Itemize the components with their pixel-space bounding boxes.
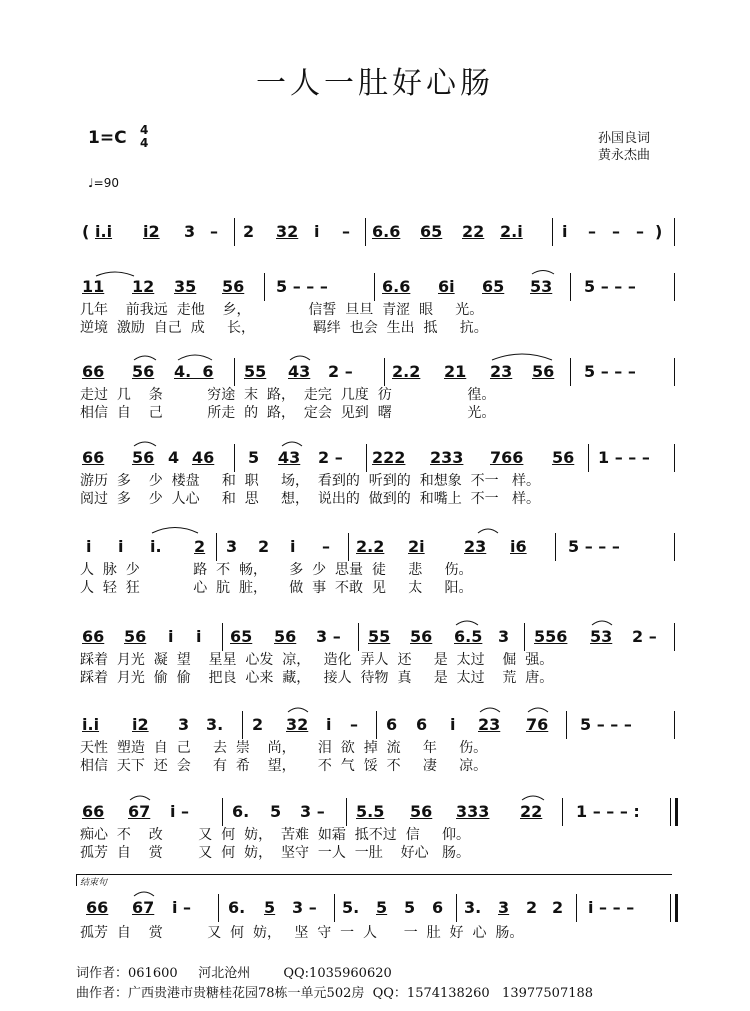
note-group: 43: [288, 362, 311, 381]
barline: [524, 623, 525, 651]
note-group: 2i: [408, 537, 425, 556]
intro-note: i: [562, 222, 568, 241]
note-group: 23: [478, 715, 501, 734]
intro-note: –: [210, 222, 218, 241]
note-group: i: [196, 627, 202, 646]
notes-line: [0, 277, 750, 301]
barline: [334, 894, 335, 922]
ending-label: 结束句: [80, 878, 108, 888]
barline: [242, 711, 243, 739]
note-group: 4: [168, 448, 180, 467]
barline: [674, 711, 675, 739]
barline: [384, 358, 385, 386]
barline: [570, 358, 571, 386]
intro-note: 6.6: [372, 222, 401, 241]
note-group: 4. 6: [174, 362, 214, 381]
intro-note: –: [588, 222, 596, 241]
lyric-verse-1: 天性 塑造 自 己 去 崇 尚， 泪 欲 掉 流 年 伤。: [80, 740, 488, 756]
barline: [234, 218, 235, 246]
note-group: 5 – – –: [584, 277, 636, 296]
note-group: 5: [376, 898, 388, 917]
note-group: 5 – – –: [568, 537, 620, 556]
composer-contact: 曲作者：广西贵港市贵糖桂花园78栋一单元502房 QQ：1574138260 13977507188: [76, 986, 594, 1001]
note-group: i – – –: [588, 898, 635, 917]
barline: [366, 444, 367, 472]
note-group: 2: [258, 537, 270, 556]
note-group: 6.6: [382, 277, 411, 296]
barline: [674, 273, 675, 301]
note-group: 3 –: [300, 802, 325, 821]
lyric-verse-2: 踩着 月光 偷 偷 把良 心来 藏， 接人 待物 真 是 太过 荒 唐。: [80, 670, 554, 686]
note-group: 2: [252, 715, 264, 734]
note-group: 5 – – –: [276, 277, 328, 296]
barline: [358, 623, 359, 651]
meter-bottom: 4: [140, 136, 149, 150]
note-group: 2 –: [632, 627, 657, 646]
note-group: 556: [534, 627, 568, 646]
note-group: 5 – – –: [584, 362, 636, 381]
intro-notes: [0, 222, 750, 246]
intro-note: (: [82, 222, 90, 241]
song-title: 一人一肚好心肠: [256, 66, 494, 101]
intro-note: i.i: [95, 222, 113, 241]
notes-line: [0, 627, 750, 651]
note-group: i.: [150, 537, 162, 556]
note-group: i: [450, 715, 456, 734]
note-group: 3 –: [292, 898, 317, 917]
tempo-marking: ♩=90: [88, 176, 119, 190]
note-group: 5: [248, 448, 260, 467]
notes-line: [0, 802, 750, 826]
notes-line: [0, 362, 750, 386]
barline: [588, 444, 589, 472]
lyric-verse-2: 相信 天下 还 会 有 希 望， 不 气 馁 不 凄 凉。: [80, 758, 488, 774]
note-group: 5 – – –: [580, 715, 632, 734]
notes-line: [0, 537, 750, 561]
note-group: 6: [432, 898, 444, 917]
ending-bracket-tick: [76, 874, 77, 886]
lyricist-contact: 词作者：061600 河北沧州 QQ:1035960620: [76, 966, 392, 981]
barline: [456, 894, 457, 922]
note-group: 22: [520, 802, 543, 821]
note-group: 5: [264, 898, 276, 917]
barline: [576, 894, 577, 922]
note-group: 56: [124, 627, 147, 646]
intro-note: –: [636, 222, 644, 241]
note-group: –: [350, 715, 358, 734]
barline: [234, 358, 235, 386]
note-group: 5.5: [356, 802, 385, 821]
note-group: 66: [82, 448, 105, 467]
lyric-verse-2: 阅过 多 少 人心 和 思 想， 说出的 做到的 和嘴上 不一 样。: [80, 491, 540, 507]
note-group: 233: [430, 448, 464, 467]
note-group: 766: [490, 448, 524, 467]
note-group: 67: [132, 898, 155, 917]
note-group: 53: [590, 627, 613, 646]
note-group: 56: [532, 362, 555, 381]
lyric-verse-2: 相信 自 己 所走 的 路， 定会 见到 曙 光。: [80, 405, 496, 421]
note-group: 3: [226, 537, 238, 556]
note-group: 333: [456, 802, 490, 821]
intro-note: –: [612, 222, 620, 241]
note-group: 76: [526, 715, 549, 734]
lyric-verse-2: 人 轻 狂 心 肮 脏， 做 事 不敢 见 太 阳。: [80, 580, 473, 596]
note-group: 32: [286, 715, 309, 734]
lyric-verse-1: 人 脉 少 路 不 畅， 多 少 思量 徒 悲 伤。: [80, 562, 473, 578]
note-group: i: [290, 537, 296, 556]
intro-note: i: [314, 222, 320, 241]
barline: [218, 894, 219, 922]
lyric-verse-2: 逆境 激励 自己 成 长， 羁绊 也会 生出 抵 抗。: [80, 320, 488, 336]
note-group: 55: [368, 627, 391, 646]
note-group: 56: [274, 627, 297, 646]
barline: [346, 798, 347, 826]
intro-note: ): [655, 222, 663, 241]
note-group: 3 –: [316, 627, 341, 646]
composer-credit: 黄永杰曲: [598, 148, 651, 163]
lyric-verse-2: 孤芳 自 赏 又 何 妨， 坚守 一人 一肚 好心 肠。: [80, 845, 470, 861]
lyric-verse-1: 几年 前我远 走他 乡， 信誓 旦旦 青涩 眼 光。: [80, 302, 484, 318]
note-group: 6: [386, 715, 398, 734]
barline: [562, 798, 563, 826]
final-barline: [670, 798, 675, 826]
lyric-verse-1: 游历 多 少 楼盘 和 职 场， 看到的 听到的 和想象 不一 样。: [80, 473, 540, 489]
note-group: 65: [482, 277, 505, 296]
barline: [674, 444, 675, 472]
note-group: 56: [410, 802, 433, 821]
note-group: 2.2: [356, 537, 385, 556]
note-group: 6i: [438, 277, 455, 296]
barline: [552, 218, 553, 246]
note-group: 56: [552, 448, 575, 467]
note-group: 2.2: [392, 362, 421, 381]
note-group: 21: [444, 362, 467, 381]
note-group: 2 –: [318, 448, 343, 467]
note-group: 2 –: [328, 362, 353, 381]
note-group: 3: [178, 715, 190, 734]
intro-note: 2.i: [500, 222, 523, 241]
note-group: 3.: [464, 898, 482, 917]
note-group: i: [168, 627, 174, 646]
intro-note: 2: [243, 222, 255, 241]
barline: [222, 798, 223, 826]
barline: [566, 711, 567, 739]
lyric-verse-1: 痴心 不 改 又 何 妨， 苦难 如霜 抵不过 信 仰。: [80, 827, 470, 843]
note-group: 3.: [206, 715, 224, 734]
final-barline: [670, 894, 675, 922]
note-group: 23: [464, 537, 487, 556]
barline: [365, 218, 366, 246]
note-group: 55: [244, 362, 267, 381]
note-group: 56: [132, 362, 155, 381]
time-signature: [140, 124, 148, 150]
barline: [376, 711, 377, 739]
lyric-verse-1: 走过 几 条 穷途 末 路， 走完 几度 彷 徨。: [80, 387, 496, 403]
barline: [674, 358, 675, 386]
note-group: i2: [132, 715, 149, 734]
barline: [674, 623, 675, 651]
note-group: i6: [510, 537, 527, 556]
notes-line: [0, 715, 750, 739]
note-group: 5: [270, 802, 282, 821]
note-group: 12: [132, 277, 155, 296]
note-group: i: [118, 537, 124, 556]
barline: [222, 623, 223, 651]
note-group: i.i: [82, 715, 100, 734]
barline: [674, 218, 675, 246]
note-group: 6.5: [454, 627, 483, 646]
note-group: 35: [174, 277, 197, 296]
barline: [674, 533, 675, 561]
note-group: 56: [410, 627, 433, 646]
note-group: 23: [490, 362, 513, 381]
intro-note: –: [342, 222, 350, 241]
note-group: 66: [82, 362, 105, 381]
note-group: 5: [404, 898, 416, 917]
note-group: 67: [128, 802, 151, 821]
note-group: 2: [552, 898, 564, 917]
note-group: 3: [498, 627, 510, 646]
lyric-ending: 孤芳 自 赏 又 何 妨， 坚 守 一 人 一 肚 好 心 肠。: [80, 925, 524, 941]
lyric-verse-1: 踩着 月光 凝 望 星星 心发 凉， 造化 弄人 还 是 太过 倔 强。: [80, 652, 554, 668]
note-group: 66: [86, 898, 109, 917]
intro-note: 32: [276, 222, 299, 241]
note-group: 11: [82, 277, 105, 296]
note-group: 1 – – – :: [576, 802, 640, 821]
note-group: 43: [278, 448, 301, 467]
meter-top: 4: [140, 123, 149, 137]
intro-note: 22: [462, 222, 485, 241]
notes-line: [0, 448, 750, 472]
note-group: 66: [82, 802, 105, 821]
lyricist-credit: 孙国良词: [598, 131, 651, 146]
intro-note: 65: [420, 222, 443, 241]
barline: [555, 533, 556, 561]
barline: [264, 273, 265, 301]
note-group: i –: [172, 898, 192, 917]
note-group: i –: [170, 802, 190, 821]
note-group: 56: [222, 277, 245, 296]
barline: [216, 533, 217, 561]
note-group: 65: [230, 627, 253, 646]
note-group: 2: [194, 537, 206, 556]
note-group: 6.: [228, 898, 246, 917]
note-group: 3: [498, 898, 510, 917]
note-group: 1 – – –: [598, 448, 650, 467]
note-group: 56: [132, 448, 155, 467]
barline: [570, 273, 571, 301]
note-group: –: [322, 537, 330, 556]
note-group: 5.: [342, 898, 360, 917]
note-group: i: [86, 537, 92, 556]
note-group: 66: [82, 627, 105, 646]
intro-note: 3: [184, 222, 196, 241]
ending-bracket-line: [76, 874, 672, 875]
barline: [374, 273, 375, 301]
barline: [348, 533, 349, 561]
note-group: i: [326, 715, 332, 734]
intro-note: i2: [143, 222, 160, 241]
barline: [234, 444, 235, 472]
note-group: 222: [372, 448, 406, 467]
notes-line: [0, 898, 750, 922]
note-group: 6: [416, 715, 428, 734]
key-signature: 1=C: [88, 128, 127, 148]
note-group: 46: [192, 448, 215, 467]
note-group: 2: [526, 898, 538, 917]
note-group: 6.: [232, 802, 250, 821]
credits: [598, 130, 650, 164]
note-group: 53: [530, 277, 553, 296]
